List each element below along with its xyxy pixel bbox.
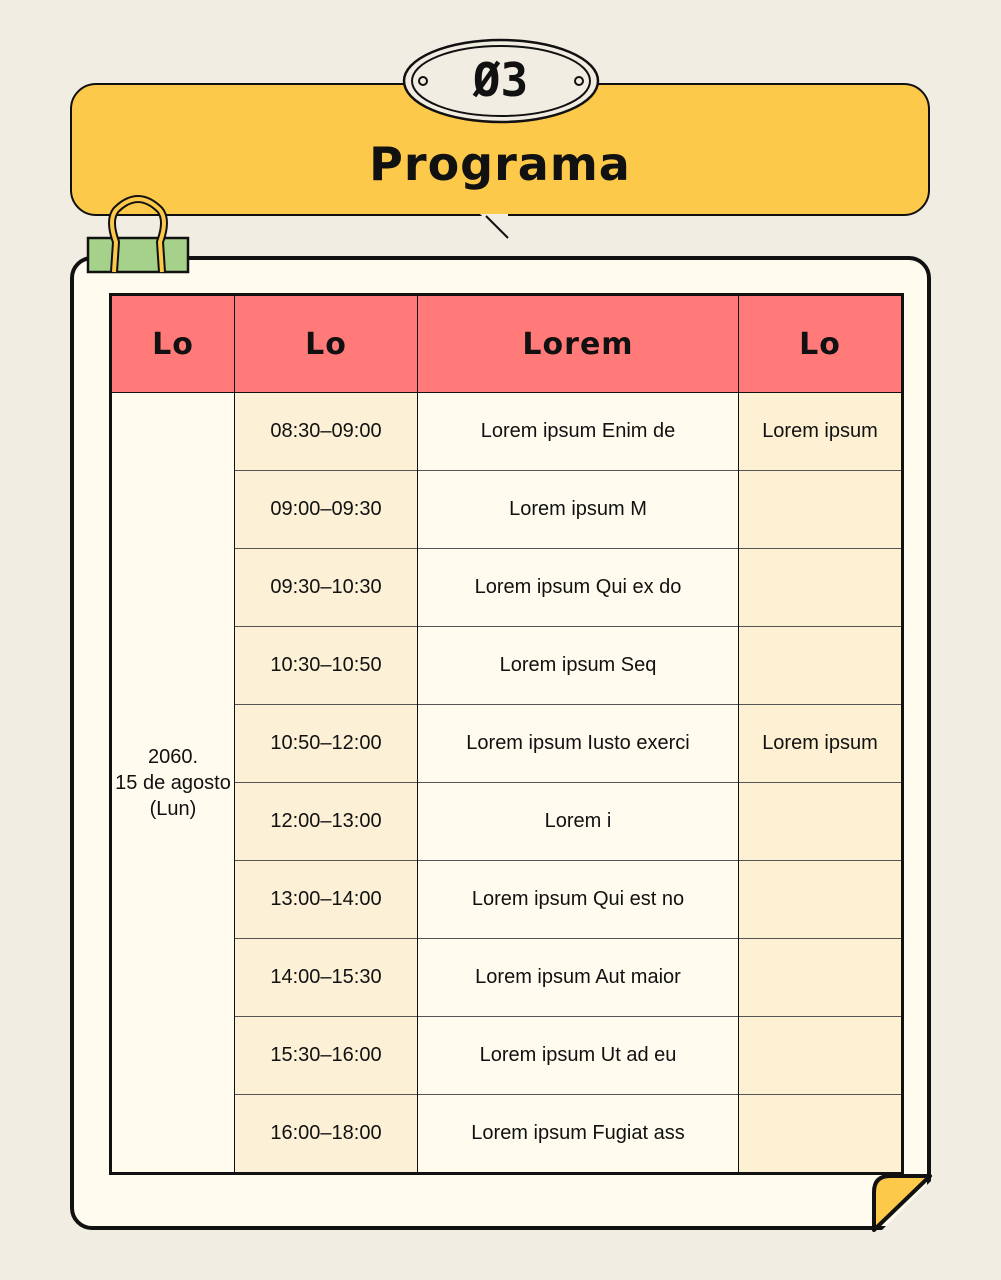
topic-cell: Lorem i [418,783,739,861]
extra-cell [739,1017,903,1095]
extra-cell [739,471,903,549]
date-cell [111,393,235,1174]
binder-clip-icon [86,192,192,278]
topic-cell: Lorem ipsum Aut maior [418,939,739,1017]
topic-cell: Lorem ipsum Qui ex do [418,549,739,627]
extra-cell: Lorem ipsum [739,705,903,783]
extra-cell [739,549,903,627]
header-row [111,295,903,393]
time-cell: 16:00–18:00 [235,1095,418,1174]
topic-cell: Lorem ipsum Qui est no [418,861,739,939]
extra-cell [739,861,903,939]
topic-cell: Lorem ipsum Fugiat ass [418,1095,739,1174]
table-row [111,393,903,471]
topic-cell: Lorem ipsum Iusto exerci [418,705,739,783]
speech-tail-icon [480,214,516,242]
page-curl-icon [870,1172,934,1234]
time-cell: 09:00–09:30 [235,471,418,549]
time-cell: 13:00–14:00 [235,861,418,939]
topic-cell: Lorem ipsum Ut ad eu [418,1017,739,1095]
extra-cell [739,1095,903,1174]
header-date: Lo [111,295,235,393]
time-cell: 10:50–12:00 [235,705,418,783]
schedule-table [109,293,904,1175]
time-cell: 15:30–16:00 [235,1017,418,1095]
extra-cell [739,627,903,705]
date-weekday: (Lun) [149,797,197,820]
topic-cell: Lorem ipsum Seq [418,627,739,705]
date-day: 15 de agosto [115,771,231,794]
time-cell: 10:30–10:50 [235,627,418,705]
topic-cell: Lorem ipsum Enim de [418,393,739,471]
time-cell: 08:30–09:00 [235,393,418,471]
topic-cell: Lorem ipsum M [418,471,739,549]
header-topic: Lorem [418,295,739,393]
time-cell: 12:00–13:00 [235,783,418,861]
extra-cell [739,939,903,1017]
time-cell: 14:00–15:30 [235,939,418,1017]
section-number: Ø3 [472,53,529,107]
header-extra: Lo [739,295,903,393]
date-year: 2060. [147,745,199,768]
extra-cell: Lorem ipsum [739,393,903,471]
extra-cell [739,783,903,861]
header-time: Lo [235,295,418,393]
time-cell: 09:30–10:30 [235,549,418,627]
page-title: Programa [369,137,631,191]
